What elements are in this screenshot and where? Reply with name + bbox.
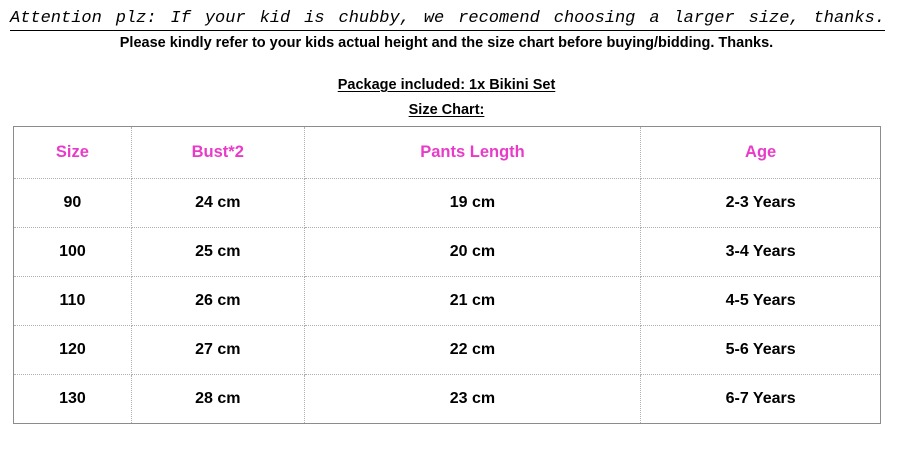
attention-word: is bbox=[304, 9, 325, 28]
header-pants-length: Pants Length bbox=[304, 127, 641, 179]
cell-pants-length: 20 cm bbox=[304, 228, 641, 277]
table-row bbox=[14, 375, 881, 424]
cell-size: 90 bbox=[14, 179, 132, 228]
attention-word: we bbox=[423, 9, 445, 28]
kindly-refer-note: Please kindly refer to your kids actual height and the size chart before buying/bidding. Thanks. bbox=[119, 35, 774, 51]
cell-pants-length: 19 cm bbox=[304, 179, 641, 228]
cell-age: 6-7 Years bbox=[641, 375, 881, 424]
attention-word: your bbox=[204, 9, 246, 28]
attention-word: recomend bbox=[458, 9, 540, 28]
attention-note bbox=[10, 8, 885, 31]
attention-word: thanks. bbox=[813, 9, 885, 28]
header-age: Age bbox=[641, 127, 881, 179]
cell-age: 2-3 Years bbox=[641, 179, 881, 228]
attention-word: chubby, bbox=[338, 9, 410, 28]
size-chart-heading-text: Size Chart: bbox=[408, 102, 485, 118]
table-row bbox=[14, 228, 881, 277]
cell-bust: 27 cm bbox=[131, 326, 304, 375]
table-row bbox=[14, 326, 881, 375]
cell-age: 5-6 Years bbox=[641, 326, 881, 375]
cell-bust: 26 cm bbox=[131, 277, 304, 326]
cell-size: 130 bbox=[14, 375, 132, 424]
table-row bbox=[14, 179, 881, 228]
attention-word: choosing bbox=[553, 9, 636, 28]
cell-pants-length: 23 cm bbox=[304, 375, 641, 424]
cell-pants-length: 22 cm bbox=[304, 326, 641, 375]
size-chart-heading bbox=[0, 101, 893, 119]
cell-pants-length: 21 cm bbox=[304, 277, 641, 326]
attention-word: kid bbox=[259, 9, 291, 28]
attention-word: Attention bbox=[10, 9, 102, 28]
cell-bust: 25 cm bbox=[131, 228, 304, 277]
package-included bbox=[0, 76, 893, 94]
size-chart-table bbox=[13, 126, 881, 424]
cell-size: 120 bbox=[14, 326, 132, 375]
cell-bust: 24 cm bbox=[131, 179, 304, 228]
cell-size: 110 bbox=[14, 277, 132, 326]
attention-word: If bbox=[170, 9, 191, 28]
attention-word: a bbox=[649, 9, 660, 28]
package-included-text: Package included: 1x Bikini Set bbox=[337, 77, 556, 93]
header-size: Size bbox=[14, 127, 132, 179]
table-header-row bbox=[14, 127, 881, 179]
attention-word: plz: bbox=[115, 9, 157, 28]
cell-size: 100 bbox=[14, 228, 132, 277]
header-bust: Bust*2 bbox=[131, 127, 304, 179]
attention-word: larger bbox=[673, 9, 735, 28]
cell-bust: 28 cm bbox=[131, 375, 304, 424]
attention-word: size, bbox=[748, 9, 800, 28]
table-row bbox=[14, 277, 881, 326]
cell-age: 4-5 Years bbox=[641, 277, 881, 326]
cell-age: 3-4 Years bbox=[641, 228, 881, 277]
